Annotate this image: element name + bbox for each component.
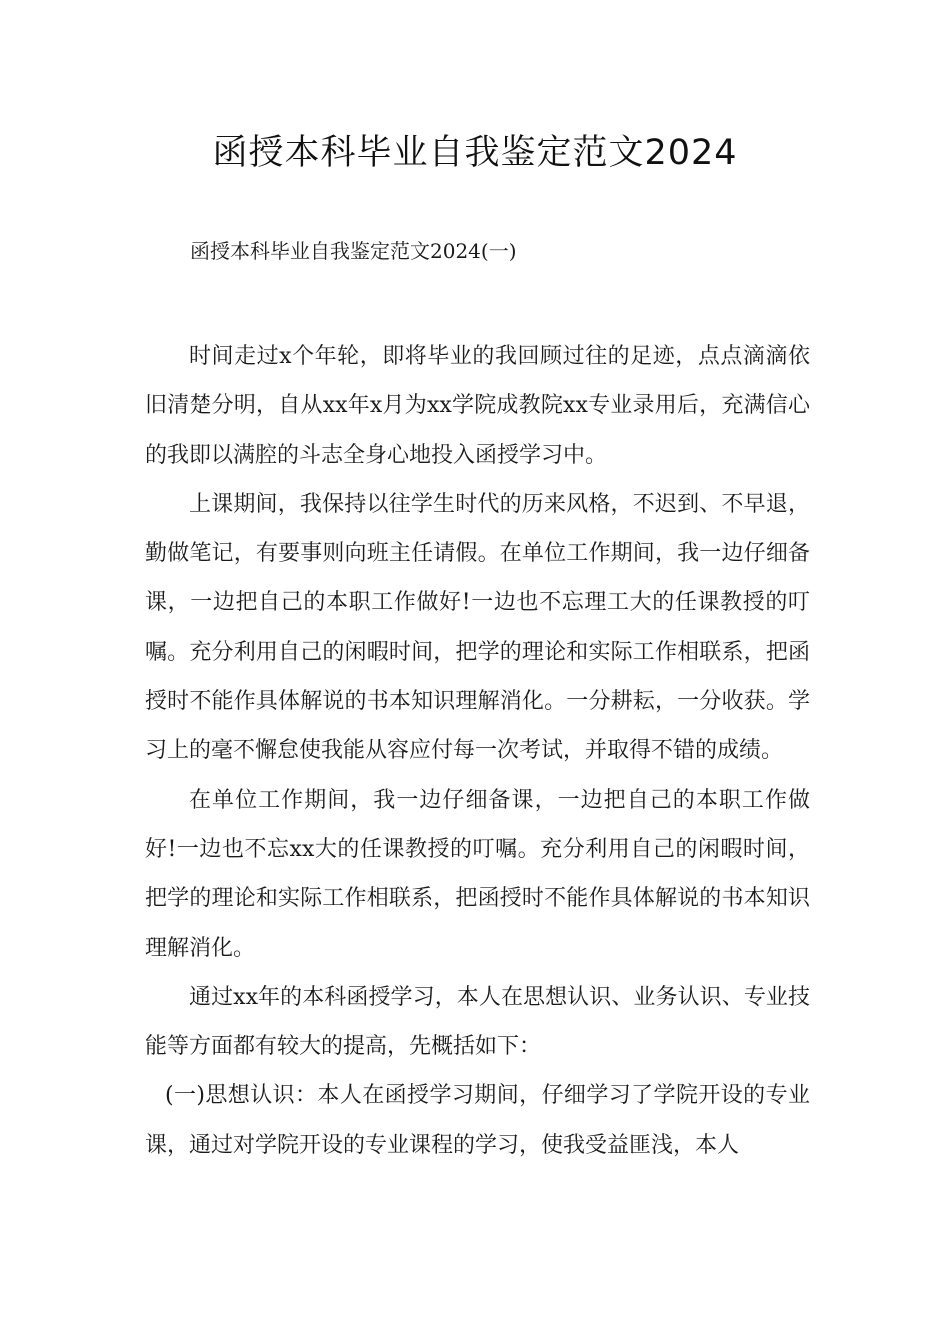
paragraph-5: (一)思想认识：本人在函授学习期间，仔细学习了学院开设的专业课，通过对学院开设的专业课程的学习，使我受益匪浅，本人 xyxy=(145,1083,810,1158)
paragraph-3: 在单位工作期间，我一边仔细备课，一边把自己的本职工作做好!一边也不忘xx大的任课教授的叮嘱。充分利用自己的闲暇时间，把学的理论和实际工作相联系，把函授时不能作具体解说的书本知识理解消化。 xyxy=(145,787,810,961)
paragraph-4: 通过xx年的本科函授学习，本人在思想认识、业务认识、专业技能等方面都有较大的提高，先概括如下： xyxy=(145,984,810,1060)
paragraph-2: 上课期间，我保持以往学生时代的历来风格，不迟到、不早退，勤做笔记，有要事则向班主任请假。在单位工作期间，我一边仔细备课，一边把自己的本职工作做好!一边也不忘理工大的任课教授的叮嘱。充分利用自己的闲暇时间，把学的理论和实际工作相联系，把函授时不能作具体解说的书本知识理解消化。一分耕耘，一分收获。学习上的毫不懈怠使我能从容应付每一次考试，并取得不错的成绩。 xyxy=(145,491,810,764)
paragraph-1: 时间走过x个年轮，即将毕业的我回顾过往的足迹，点点滴滴依旧清楚分明，自从xx年x月为xx学院成教院xx专业录用后，充满信心的我即以满腔的斗志全身心地投入函授学习中。 xyxy=(145,344,810,468)
document-title: 函授本科毕业自我鉴定范文2024 xyxy=(212,133,738,173)
document-subtitle: 函授本科毕业自我鉴定范文2024(一) xyxy=(190,239,517,263)
document-body xyxy=(145,332,810,1170)
